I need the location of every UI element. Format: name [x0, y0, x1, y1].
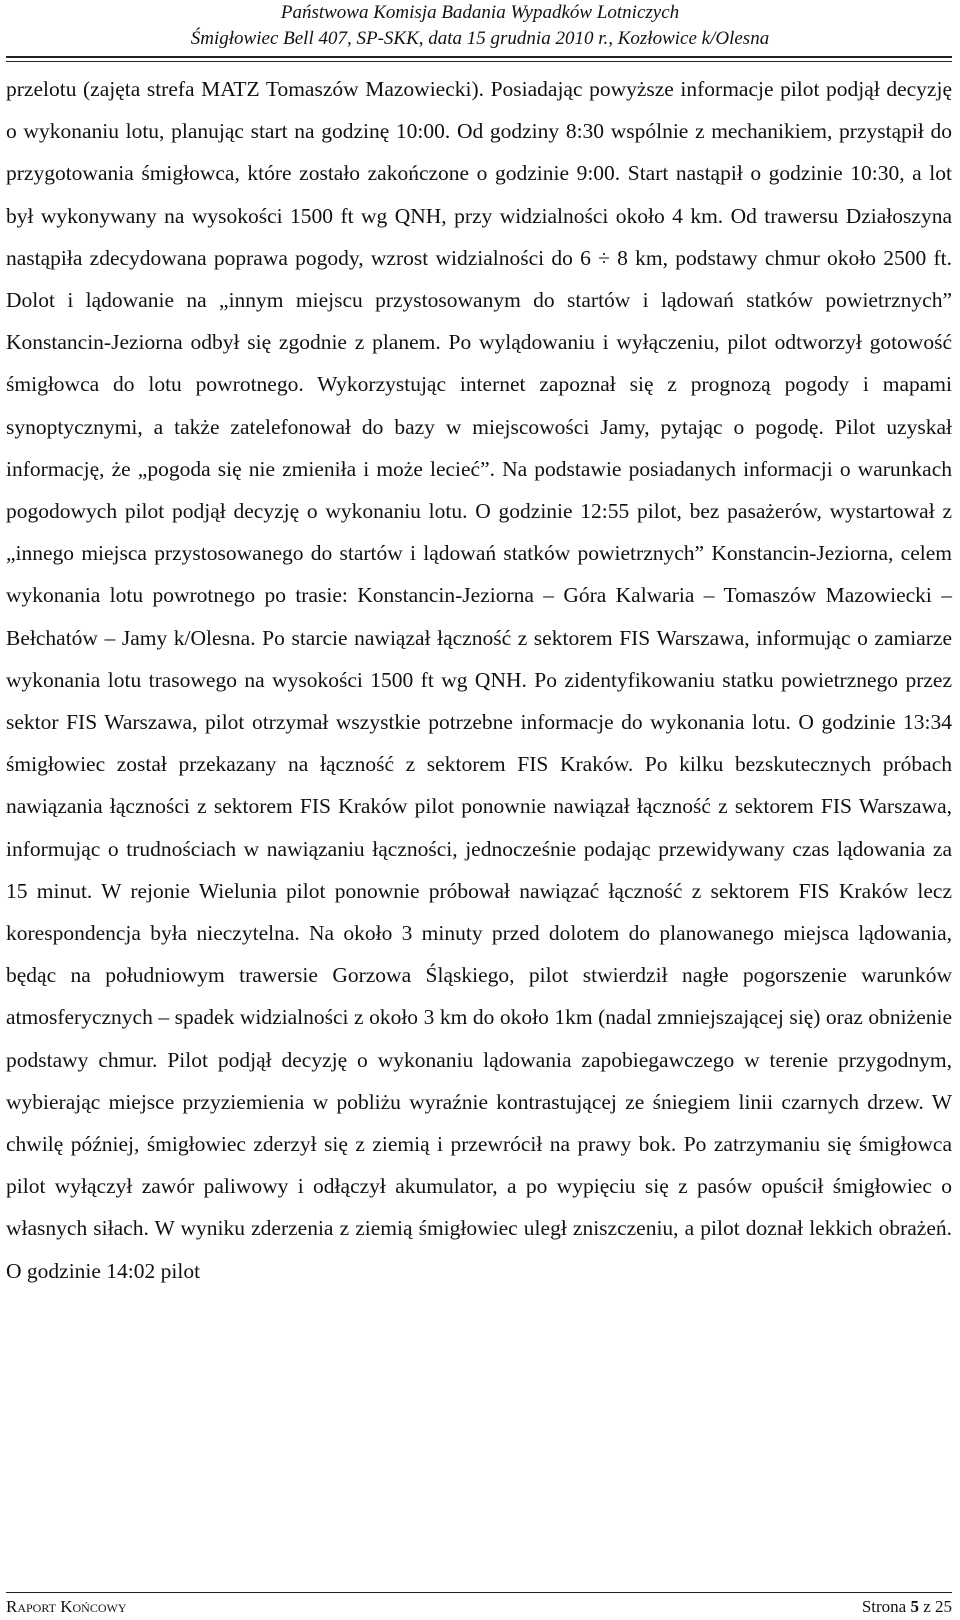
footer-page-separator: z	[923, 1597, 931, 1616]
footer-page-prefix: Strona	[861, 1597, 907, 1616]
page-header	[0, 0, 960, 52]
body-paragraph: przelotu (zajęta strefa MATZ Tomaszów Mazowiecki). Posiadając powyższe informacje pilot podjął decyzję o wykonaniu lotu, planując start na godzinę 10:00. Od godziny 8:30 wspólnie z mechanikiem, przystąpił do przygotowania śmigłowca, które zostało zakończone o godzinie 9:00. Start nastąpił o godzinie 10:30, a lot był wykonywany na wysokości 1500 ft wg QNH, przy widzialności około 4 km. Od trawersu Działoszyna nastąpiła zdecydowana poprawa pogody, wzrost widzialności do 6 ÷ 8 km, podstawy chmur około 2500 ft. Dolot i lądowanie na „innym miejscu przystosowanym do startów i lądowań statków powietrznych” Konstancin-Jeziorna odbył się zgodnie z planem. Po wylądowaniu i wyłączeniu, pilot odtworzył gotowość śmigłowca do lotu powrotnego. Wykorzystując internet zapoznał się z prognozą pogody i mapami synoptycznymi, a także zatelefonował do bazy w miejscowości Jamy, pytając o pogodę. Pilot uzyskał informację, że „pogoda się nie zmieniła i może lecieć”. Na podstawie posiadanych informacji o warunkach pogodowych pilot podjął decyzję o wykonaniu lotu. O godzinie 12:55 pilot, bez pasażerów, wystartował z „innego miejsca przystosowanego do startów i lądowań statków powietrznych” Konstancin-Jeziorna, celem wykonania lotu powrotnego po trasie: Konstancin-Jeziorna – Góra Kalwaria – Tomaszów Mazowiecki – Bełchatów – Jamy k/Olesna. Po starcie nawiązał łączność z sektorem FIS Warszawa, informując o zamiarze wykonania lotu trasowego na wysokości 1500 ft wg QNH. Po zidentyfikowaniu statku powietrznego przez sektor FIS Warszawa, pilot otrzymał wszystkie potrzebne informacje do wykonania lotu. O godzinie 13:34 śmigłowiec został przekazany na łączność z sektorem FIS Kraków. Po kilku bezskutecznych próbach nawiązania łączności z sektorem FIS Kraków pilot ponownie nawiązał łączność z sektorem FIS Warszawa, informując o trudnościach w nawiązaniu łączności, jednocześnie podając przewidywany czas lądowania za 15 minut. W rejonie Wielunia pilot ponownie próbował nawiązać łączność z sektorem FIS Kraków lecz korespondencja była nieczytelna. Na około 3 minuty przed dolotem do planowanego miejsca lądowania, będąc na południowym trawersie Gorzowa Śląskiego, pilot stwierdził nagłe pogorszenie warunków atmosferycznych – spadek widzialności z około 3 km do około 1km (nadal zmniejszającej się) oraz obniżenie podstawy chmur. Pilot podjął decyzję o wykonaniu lądowania zapobiegawczego w terenie przygodnym, wybierając miejsce przyziemienia w pobliżu wyraźnie kontrastującej ze śniegiem linii czarnych drzew. W chwilę później, śmigłowiec zderzył się z ziemią i przewrócił na prawy bok. Po zatrzymaniu się śmigłowca pilot wyłączył zawór paliwowy i odłączył akumulator, a po wypięciu się z pasów opuścił śmigłowiec o własnych siłach. W wyniku zderzenia z ziemią śmigłowiec uległ zniszczeniu, a pilot doznał lekkich obrażeń. O godzinie 14:02 pilot	[6, 77, 952, 1283]
header-incident-info: Śmigłowiec Bell 407, SP-SKK, data 15 grudnia 2010 r., Kozłowice k/Olesna	[190, 28, 770, 49]
footer-current-page: 5	[910, 1597, 919, 1616]
header-rule-thin	[6, 61, 952, 62]
footer-page-number	[862, 1597, 952, 1617]
footer-rule	[6, 1592, 952, 1593]
footer-total-pages: 25	[935, 1597, 952, 1616]
header-rule-thick	[6, 56, 952, 58]
header-organization: Państwowa Komisja Badania Wypadków Lotniczych	[280, 2, 680, 23]
footer-report-title: Raport Końcowy	[6, 1597, 127, 1616]
